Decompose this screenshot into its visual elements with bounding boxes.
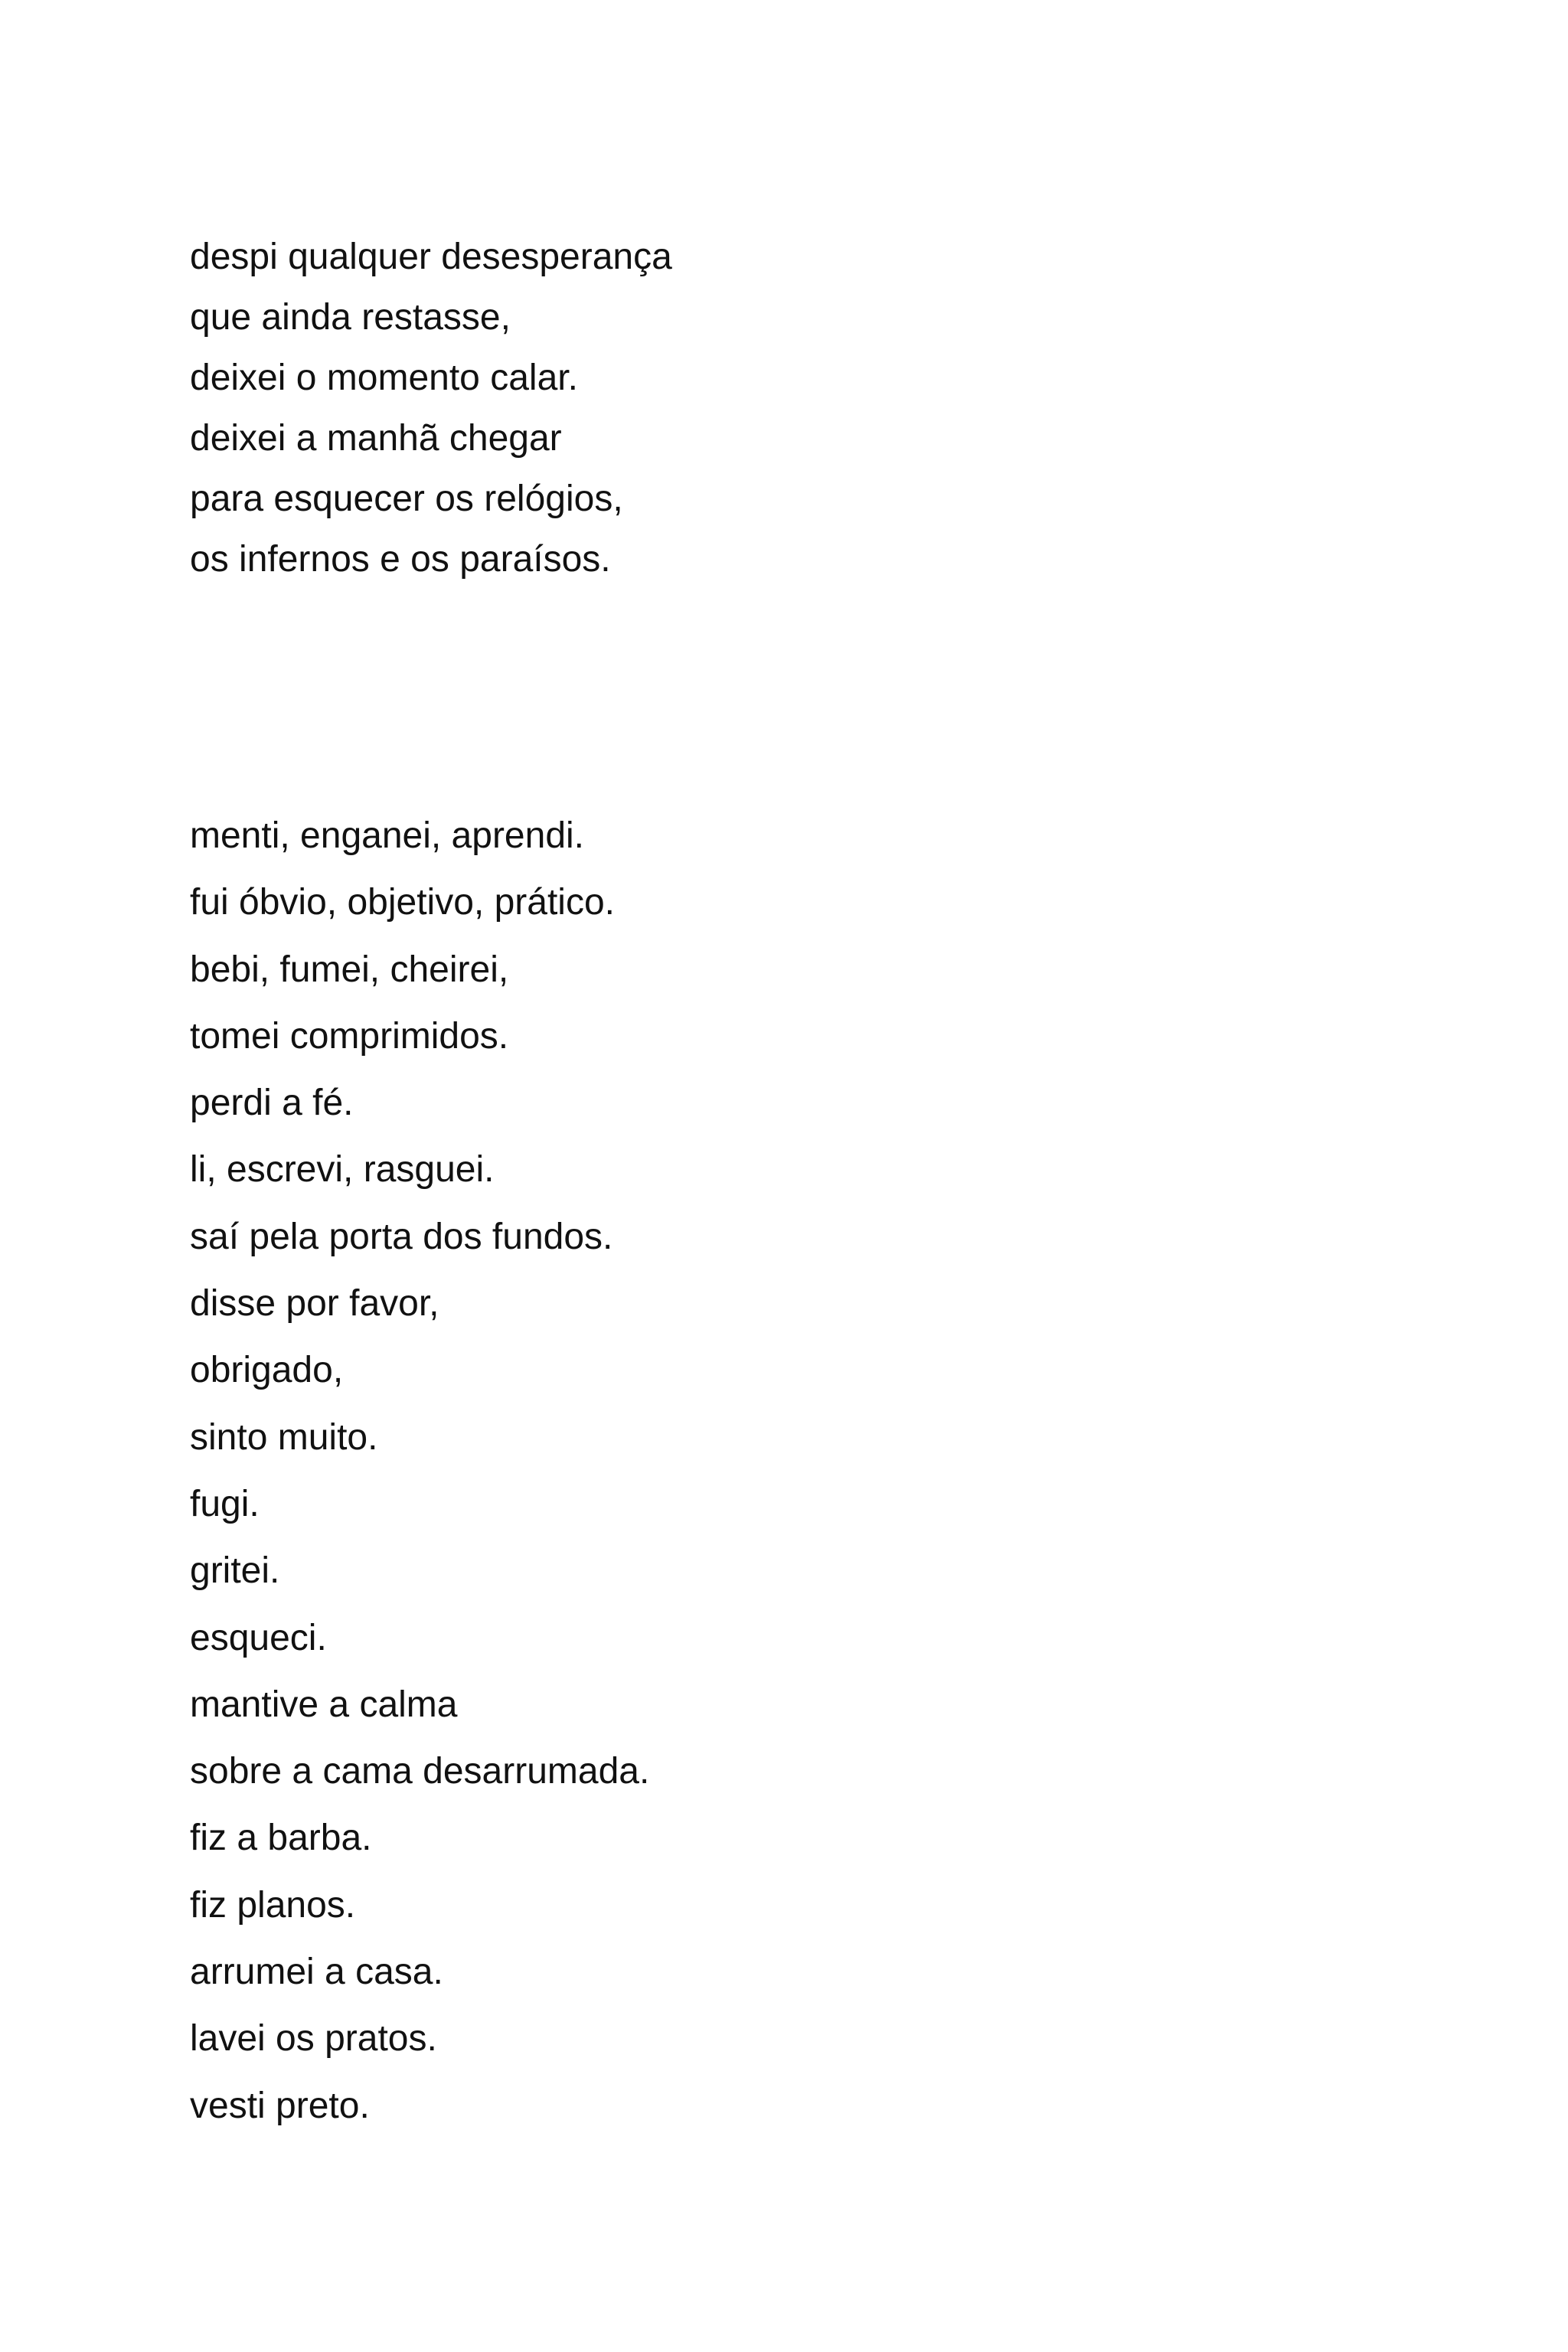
poem-line: sobre a cama desarrumada. bbox=[190, 1751, 650, 1792]
poem-line: vesti preto. bbox=[190, 2085, 370, 2126]
poem-line: fui óbvio, objetivo, prático. bbox=[190, 882, 615, 923]
poem-line: mantive a calma bbox=[190, 1684, 458, 1725]
poem-line: disse por favor, bbox=[190, 1283, 439, 1325]
poem-line: os infernos e os paraísos. bbox=[190, 539, 611, 580]
poem-stanza-2 bbox=[190, 802, 649, 2139]
poem-line: gritei. bbox=[190, 1550, 280, 1592]
poem-line: lavei os pratos. bbox=[190, 2018, 437, 2060]
poem-line: fiz a barba. bbox=[190, 1818, 372, 1859]
poem-line: saí pela porta dos fundos. bbox=[190, 1216, 613, 1257]
poem-line: tomei comprimidos. bbox=[190, 1015, 509, 1057]
poem-line: obrigado, bbox=[190, 1350, 344, 1391]
poem-line: fugi. bbox=[190, 1483, 260, 1524]
poem-line: bebi, fumei, cheirei, bbox=[190, 949, 509, 990]
poem-stanza-1 bbox=[190, 227, 672, 590]
poem-line: esqueci. bbox=[190, 1617, 327, 1658]
poem-line: arrumei a casa. bbox=[190, 1952, 443, 1993]
poem-line: deixei a manhã chegar bbox=[190, 418, 562, 459]
poem-line: que ainda restasse, bbox=[190, 297, 511, 338]
poem-line: li, escrevi, rasguei. bbox=[190, 1149, 495, 1191]
poem-line: perdi a fé. bbox=[190, 1083, 354, 1124]
poem-line: fiz planos. bbox=[190, 1884, 356, 1926]
poem-line: sinto muito. bbox=[190, 1416, 378, 1458]
poem-line: despi qualquer desesperança bbox=[190, 237, 672, 277]
poem-line: deixei o momento calar. bbox=[190, 358, 578, 398]
poem-line: menti, enganei, aprendi. bbox=[190, 815, 585, 856]
poem-line: para esquecer os relógios, bbox=[190, 479, 623, 519]
